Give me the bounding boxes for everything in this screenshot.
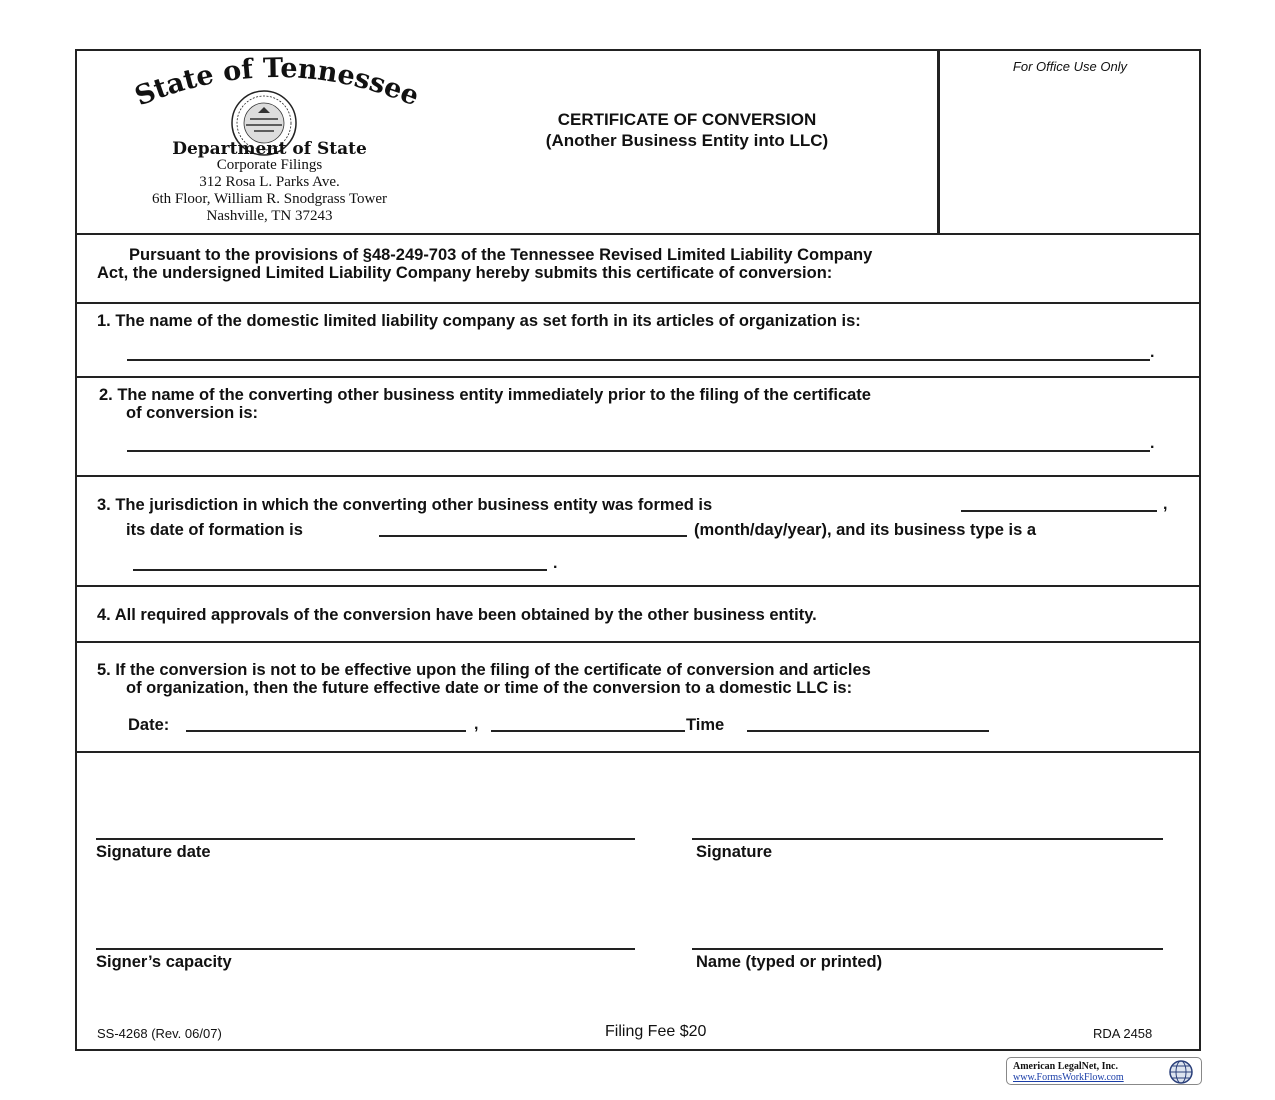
address-line-2: 312 Rosa L. Parks Ave. [199, 174, 340, 190]
printed-name-label: Name (typed or printed) [696, 953, 883, 971]
divider [77, 302, 1199, 304]
comma: , [474, 716, 479, 733]
address-line-3: 6th Floor, William R. Snodgrass Tower [151, 191, 388, 207]
signature-date-field[interactable] [96, 838, 635, 840]
legalnet-badge[interactable] [1006, 1057, 1202, 1085]
divider [77, 233, 1199, 235]
office-use-label: For Office Use Only [1012, 59, 1128, 74]
form-title-block [472, 109, 902, 151]
item-3-line-1: 3. The jurisdiction in which the converting other business entity was formed is [97, 496, 713, 514]
item-5-line-2: of organization, then the future effective date or time of the conversion to a domestic LLC is: [126, 679, 853, 697]
signers-capacity-field[interactable] [96, 948, 635, 950]
item-1-text: 1. The name of the domestic limited liability company as set forth in its articles of organization is: [97, 312, 861, 330]
form-title: CERTIFICATE OF CONVERSION [557, 110, 817, 129]
divider [77, 641, 1199, 643]
address-line-4: Nashville, TN 37243 [206, 208, 333, 224]
effective-date-field[interactable] [186, 730, 466, 732]
office-divider [937, 51, 940, 234]
time-label: Time [686, 716, 725, 734]
divider [77, 376, 1199, 378]
certificate-form [75, 49, 1201, 1051]
business-type-field[interactable] [133, 569, 547, 571]
address-line-1: Corporate Filings [216, 157, 323, 173]
globe-icon [1165, 1060, 1197, 1084]
intro-line-1: Pursuant to the provisions of §48-249-703 of the Tennessee Revised Limited Liability Company [129, 246, 873, 264]
divider [77, 585, 1199, 587]
printed-name-field[interactable] [692, 948, 1163, 950]
item-3-line-2-start: its date of formation is [126, 521, 303, 539]
date-label: Date: [128, 716, 170, 734]
state-title: State of Tennessee [130, 55, 424, 113]
filing-fee: Filing Fee $20 [605, 1023, 707, 1040]
form-subtitle: (Another Business Entity into LLC) [545, 131, 829, 150]
divider [77, 475, 1199, 477]
signature-date-label: Signature date [96, 843, 211, 861]
divider [77, 751, 1199, 753]
item-2-line-2: of conversion is: [126, 404, 259, 422]
comma: , [1163, 496, 1168, 513]
period: . [1150, 344, 1155, 361]
effective-year-field[interactable] [491, 730, 685, 732]
period: . [1150, 435, 1155, 452]
badge-link[interactable]: www.FormsWorkFlow.com [1013, 1072, 1124, 1083]
signature-field[interactable] [692, 838, 1163, 840]
item-3-line-2-end: (month/day/year), and its business type is a [694, 521, 1037, 539]
converting-entity-name-field[interactable] [127, 450, 1150, 452]
llc-name-field[interactable] [127, 359, 1150, 361]
jurisdiction-field[interactable] [961, 510, 1157, 512]
effective-time-field[interactable] [747, 730, 989, 732]
item-2-line-1: 2. The name of the converting other business entity immediately prior to the filing of the certificate [99, 386, 871, 404]
rda-number: RDA 2458 [1093, 1026, 1153, 1041]
intro-line-2: Act, the undersigned Limited Liability Company hereby submits this certificate of conversion: [97, 264, 833, 282]
signature-label: Signature [696, 843, 773, 861]
signers-capacity-label: Signer’s capacity [96, 953, 232, 971]
department-name: Department of State [172, 139, 367, 159]
form-number: SS-4268 (Rev. 06/07) [97, 1026, 222, 1041]
badge-company: American LegalNet, Inc. [1013, 1061, 1118, 1072]
period: . [553, 555, 558, 572]
item-4-text: 4. All required approvals of the conversion have been obtained by the other business entity. [97, 606, 817, 624]
formation-date-field[interactable] [379, 535, 687, 537]
item-5-line-1: 5. If the conversion is not to be effective upon the filing of the certificate of conversion and articles [97, 661, 871, 679]
